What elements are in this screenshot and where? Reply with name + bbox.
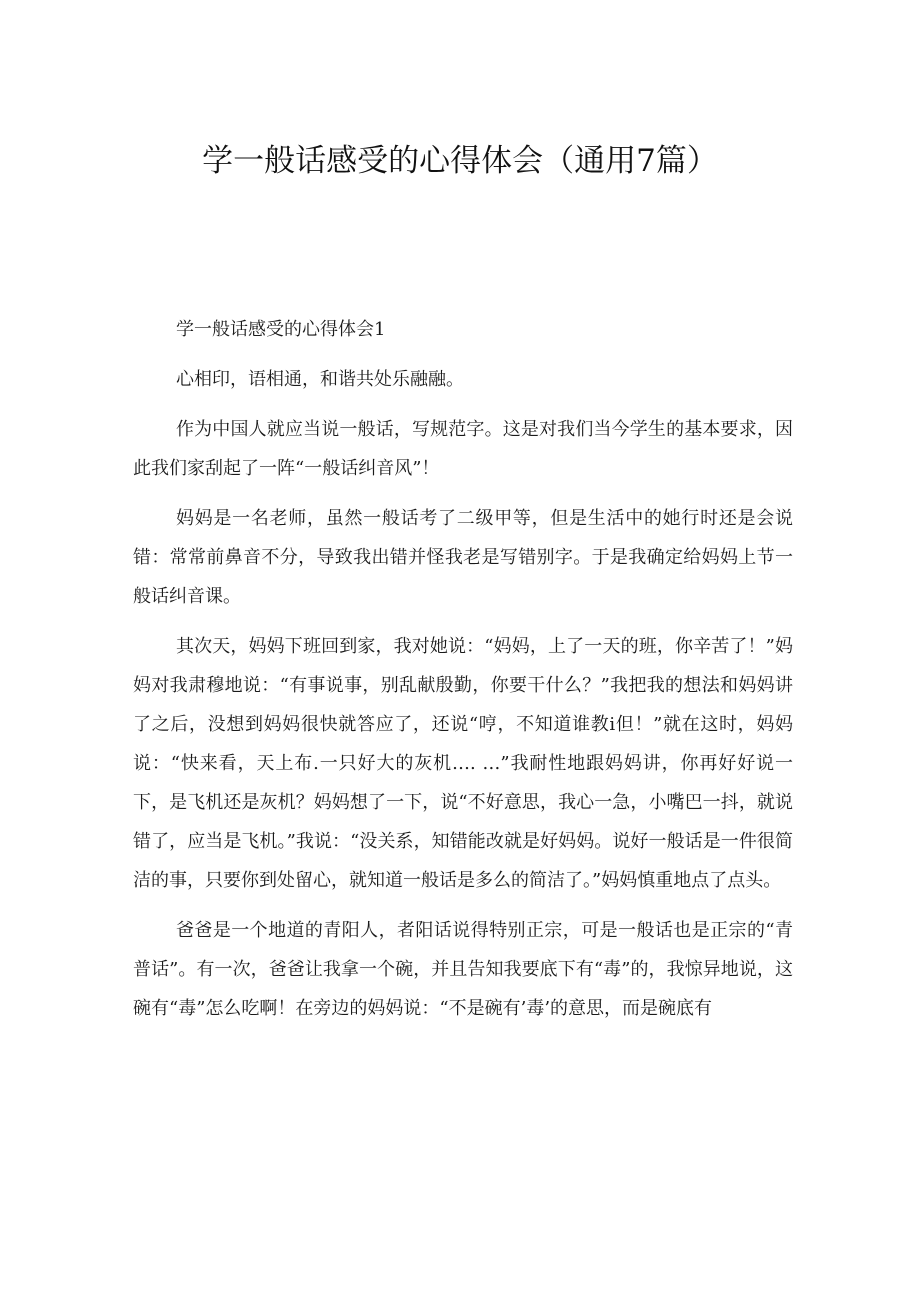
body-paragraph: 作为中国人就应当说一般话，写规范字。这是对我们当今学生的基本要求，因此我们家刮起了一阵“一般话纠音风”！: [133, 419, 793, 479]
body-paragraph: 其次天，妈妈下班回到家，我对她说：“妈妈，上了一天的班，你辛苦了！”妈妈对我肃穆地说：“有事说事，别乱献殷勤，你要干什么？”我把我的想法和妈妈讲了之后，没想到妈妈很快就答应了，还说“哼，不知道谁教i但！”就在这时，妈妈说：“快来看，天上布.一只好大的灰机…. …”我耐性地跟妈妈讲，你再好好说一下，是飞机还是灰机？妈妈想了一下，说“不好意思，我心一急，小嘴巴一抖，就说错了，应当是飞机。”我说：“没关系，知错能改就是好妈妈。说好一般话是一件很简洁的事，只要你到处留心，就知道一般话是多么的简洁了。”妈妈慎重地点了点头。: [133, 636, 793, 891]
section-heading: 学一般话感受的心得体会1: [176, 319, 386, 340]
body-paragraph: 爸爸是一个地道的青阳人，者阳话说得特别正宗，可是一般话也是正宗的“青普话”。有一次，爸爸让我拿一个碗，并且告知我要底下有“毒”的，我惊异地说，这碗有“毒”怎么吃啊！在旁边的妈妈说：“不是碗有’毒’的意思，而是碗底有: [133, 920, 793, 1019]
body-paragraph: 妈妈是一名老师，虽然一般话考了二级甲等，但是生活中的她行时还是会说错：常常前鼻音不分，导致我出错并怪我老是写错别字。于是我确定给妈妈上节一般话纠音课。: [133, 508, 793, 607]
body-paragraph: 心相印，语相通，和谐共处乐融融。: [176, 369, 464, 390]
document-title: 学一般话感受的心得体会（通用7篇）: [202, 143, 718, 179]
document-body: [133, 310, 793, 1028]
